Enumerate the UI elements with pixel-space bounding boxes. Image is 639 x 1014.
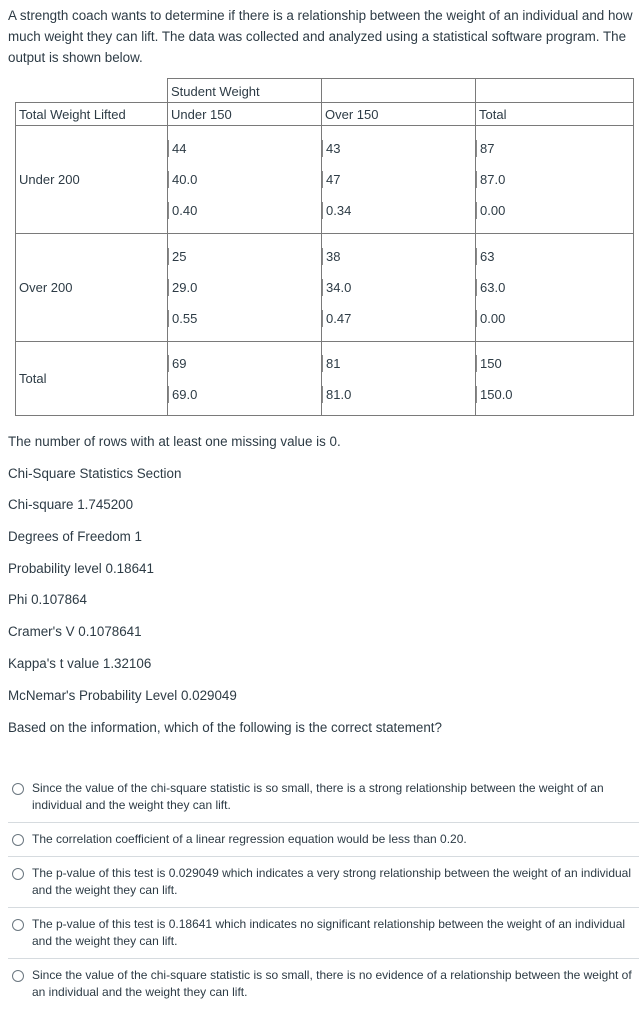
header-total: Total: [476, 103, 634, 126]
cell-value: 38: [322, 248, 475, 265]
cell-value: 69.0: [168, 386, 321, 403]
header-over-150: Over 150: [322, 103, 476, 126]
cell-value: 63: [476, 248, 633, 265]
cell-value: 43: [322, 140, 475, 157]
cell-value: 81: [322, 355, 475, 372]
header-total-weight-lifted: Total Weight Lifted: [16, 103, 168, 126]
cell-value: 69: [168, 355, 321, 372]
answer-option-text: Since the value of the chi-square statistic is so small, there is a strong relationship between the weight of an individual and the weight they can lift.: [32, 781, 604, 812]
answer-option-text: The p-value of this test is 0.18641 which indicates no significant relationship between the weight of an individual and the weight they can lift.: [32, 917, 626, 948]
table-row: [16, 234, 634, 342]
cell-value: 0.47: [322, 310, 475, 327]
cell-value: 25: [168, 248, 321, 265]
table-row: [16, 126, 634, 234]
header-under-150: Under 150: [168, 103, 322, 126]
row-label-over-200: Over 200: [16, 234, 168, 342]
degrees-of-freedom: Degrees of Freedom 1: [8, 529, 142, 545]
radio-button[interactable]: [12, 868, 24, 880]
cell-value: 0.00: [476, 310, 633, 327]
answer-option-text: Since the value of the chi-square statistic is so small, there is no evidence of a relationship between the weight of an individual and the weight they can lift.: [32, 968, 632, 999]
answer-option-text: The p-value of this test is 0.029049 which indicates a very strong relationship between the weight of an individual and the weight they can lift.: [32, 866, 632, 897]
table-header-row-group: [16, 79, 634, 103]
cell-value: 40.0: [168, 171, 321, 188]
question-prompt: Based on the information, which of the following is the correct statement?: [8, 720, 442, 735]
cell-value: 0.40: [168, 202, 321, 219]
radio-button[interactable]: [12, 783, 24, 795]
cell-value: 44: [168, 140, 321, 157]
answer-option-1[interactable]: [8, 772, 639, 823]
answer-option-text: The correlation coefficient of a linear regression equation would be less than 0.20.: [32, 832, 467, 846]
question-intro: A strength coach wants to determine if there is a relationship between the weight of an individual and how much weight they can lift. The data was collected and analyzed using a statistical software program. The output is shown below.: [8, 8, 633, 65]
row-label-total: Total: [16, 342, 168, 416]
cell-value: 29.0: [168, 279, 321, 296]
cramers-v-value: Cramer's V 0.1078641: [8, 624, 142, 640]
statistics-output: [8, 433, 341, 718]
table-row: [16, 342, 634, 416]
cell-value: 34.0: [322, 279, 475, 296]
answer-options: [8, 772, 639, 1009]
kappas-t-value: Kappa's t value 1.32106: [8, 655, 152, 671]
radio-button[interactable]: [12, 919, 24, 931]
cell-value: 150.0: [476, 386, 633, 403]
cell-value: 0.00: [476, 202, 633, 219]
missing-values-note: The number of rows with at least one missing value is 0.: [8, 434, 341, 449]
answer-option-5[interactable]: [8, 959, 639, 1009]
cell-value: 63.0: [476, 279, 633, 296]
answer-option-2[interactable]: [8, 823, 639, 857]
radio-button[interactable]: [12, 970, 24, 982]
chi-square-value: Chi-square 1.745200: [8, 497, 134, 513]
cell-value: 0.55: [168, 310, 321, 327]
cell-value: 87: [476, 140, 633, 157]
cell-value: 150: [476, 355, 633, 372]
header-student-weight: Student Weight: [168, 79, 322, 103]
cell-value: 87.0: [476, 171, 633, 188]
mcnemar-probability: McNemar's Probability Level 0.029049: [8, 687, 237, 703]
contingency-table: [15, 78, 634, 416]
cell-value: 81.0: [322, 386, 475, 403]
phi-value: Phi 0.107864: [8, 592, 87, 608]
chi-square-section-title: Chi-Square Statistics Section: [8, 465, 182, 481]
answer-option-3[interactable]: [8, 857, 639, 908]
table-header-row: [16, 103, 634, 126]
radio-button[interactable]: [12, 834, 24, 846]
cell-value: 47: [322, 171, 475, 188]
cell-value: 0.34: [322, 202, 475, 219]
answer-option-4[interactable]: [8, 908, 639, 959]
row-label-under-200: Under 200: [16, 126, 168, 234]
probability-level: Probability level 0.18641: [8, 560, 154, 576]
